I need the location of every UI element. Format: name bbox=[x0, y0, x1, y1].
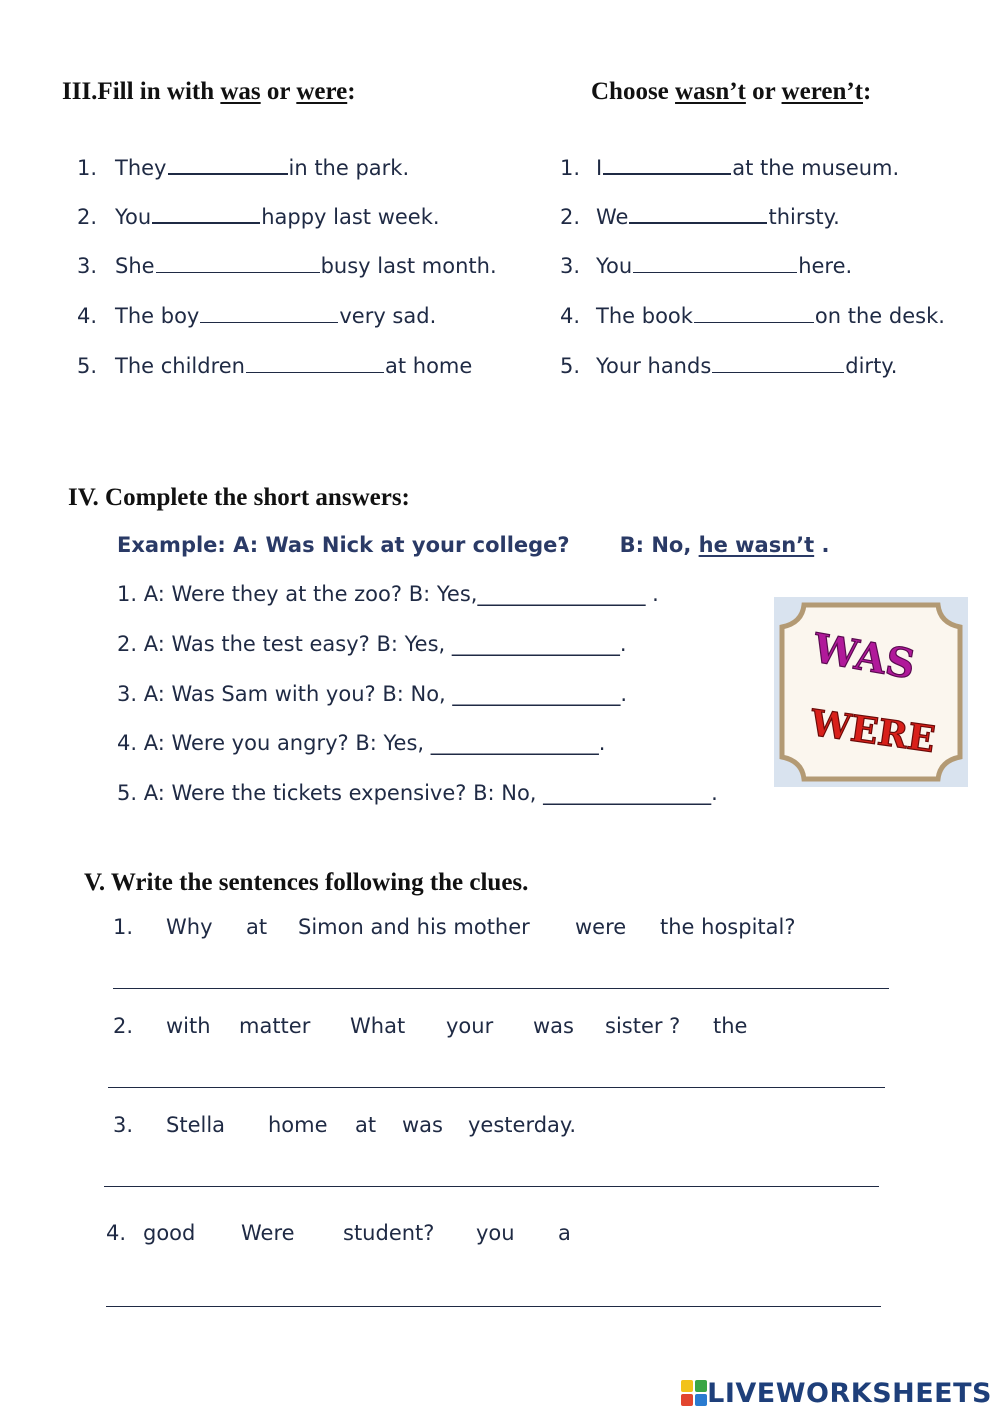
clue-word: sister ? bbox=[605, 1014, 681, 1038]
clue-word: the bbox=[713, 1014, 748, 1038]
item-text-before: The book bbox=[596, 304, 693, 328]
item-number: 1. bbox=[560, 156, 581, 180]
title-word-werent: weren’t bbox=[781, 78, 863, 105]
picture-frame-graphic bbox=[774, 597, 968, 787]
title-word-wasnt: wasn’t bbox=[675, 78, 746, 105]
logo-icon bbox=[681, 1380, 707, 1406]
item-text-after: here. bbox=[798, 254, 853, 278]
clue-word: What bbox=[350, 1014, 406, 1038]
answer-blank[interactable] bbox=[156, 272, 320, 273]
clue-word: with bbox=[166, 1014, 211, 1038]
example-answer-prefix: B: No, bbox=[619, 533, 699, 557]
answer-blank[interactable] bbox=[152, 222, 260, 224]
choose-item bbox=[560, 205, 840, 229]
short-answer-item bbox=[117, 781, 718, 805]
answer-blank[interactable]: ________________ bbox=[477, 582, 646, 606]
clue-word: was bbox=[533, 1014, 574, 1038]
question-text: 4. A: Were you angry? B: Yes, bbox=[117, 731, 431, 755]
clue-word: Why bbox=[166, 915, 213, 939]
picture-word-was: WAS bbox=[809, 624, 919, 689]
fill-item bbox=[77, 205, 440, 229]
answer-blank[interactable]: ________________ bbox=[430, 731, 599, 755]
clue-number: 2. bbox=[113, 1014, 134, 1038]
was-were-picture bbox=[774, 597, 968, 787]
item-text-before: The boy bbox=[115, 304, 200, 328]
item-number: 4. bbox=[77, 304, 98, 328]
clue-word: a bbox=[558, 1221, 571, 1245]
item-number: 3. bbox=[560, 254, 581, 278]
answer-blank[interactable] bbox=[246, 372, 384, 373]
answer-blank[interactable] bbox=[633, 272, 797, 273]
answer-blank[interactable] bbox=[629, 222, 767, 224]
clue-number: 4. bbox=[106, 1221, 127, 1245]
item-text-after: very sad. bbox=[339, 304, 437, 328]
title-word-were: were bbox=[296, 78, 348, 105]
item-text-after: at home bbox=[385, 354, 473, 378]
section5-title: V. Write the sentences following the clues. bbox=[84, 869, 529, 896]
item-number: 2. bbox=[77, 205, 98, 229]
item-end: . bbox=[711, 781, 718, 805]
short-answer-item bbox=[117, 682, 627, 706]
section3-right-title bbox=[591, 78, 871, 106]
item-text-before: They bbox=[115, 156, 167, 180]
item-number: 5. bbox=[77, 354, 98, 378]
liveworksheets-logo[interactable] bbox=[681, 1376, 992, 1410]
clue-word: matter bbox=[239, 1014, 311, 1038]
item-text-before: You bbox=[115, 205, 152, 229]
answer-blank[interactable]: ________________ bbox=[451, 632, 620, 656]
clue-word: Stella bbox=[166, 1113, 226, 1137]
item-end: . bbox=[645, 582, 659, 606]
example-answer-suffix: . bbox=[814, 533, 830, 557]
title-text: or bbox=[260, 78, 297, 105]
answer-blank[interactable] bbox=[200, 322, 338, 323]
frame-border bbox=[782, 605, 960, 779]
clue-word: the hospital? bbox=[660, 915, 796, 939]
item-end: . bbox=[619, 632, 627, 656]
item-number: 3. bbox=[77, 254, 98, 278]
fill-item bbox=[77, 254, 497, 278]
clue-word: good bbox=[143, 1221, 196, 1245]
answer-line[interactable] bbox=[108, 1087, 885, 1088]
answer-blank[interactable] bbox=[694, 322, 814, 323]
item-text-before: She bbox=[115, 254, 155, 278]
item-text-before: I bbox=[596, 156, 603, 180]
title-text: III.Fill in with bbox=[62, 78, 221, 105]
item-number: 1. bbox=[77, 156, 98, 180]
item-text-after: thirsty. bbox=[768, 205, 840, 229]
item-text-after: dirty. bbox=[845, 354, 898, 378]
item-text-after: on the desk. bbox=[814, 304, 945, 328]
answer-line[interactable] bbox=[106, 1306, 881, 1307]
answer-blank[interactable]: ________________ bbox=[452, 682, 621, 706]
picture-word-were: WERE bbox=[807, 702, 938, 762]
choose-item bbox=[560, 354, 897, 378]
answer-line[interactable] bbox=[113, 988, 889, 989]
question-text: 3. A: Was Sam with you? B: No, bbox=[117, 682, 453, 706]
clue-word: at bbox=[246, 915, 268, 939]
item-text-before: We bbox=[596, 205, 629, 229]
answer-blank[interactable]: ________________ bbox=[543, 781, 712, 805]
question-text: 5. A: Were the tickets expensive? B: No, bbox=[117, 781, 544, 805]
clue-word: yesterday. bbox=[468, 1113, 577, 1137]
title-text: Choose bbox=[591, 78, 676, 105]
item-text-after: at the museum. bbox=[732, 156, 900, 180]
short-answer-item bbox=[117, 582, 659, 606]
section3-left-title bbox=[62, 78, 356, 106]
short-answer-item bbox=[117, 731, 605, 755]
section4-title: IV. Complete the short answers: bbox=[68, 484, 410, 511]
clue-word: home bbox=[268, 1113, 328, 1137]
title-word-was: was bbox=[220, 78, 261, 105]
example-line bbox=[117, 533, 829, 557]
item-number: 2. bbox=[560, 205, 581, 229]
clue-word: Were bbox=[241, 1221, 295, 1245]
answer-blank[interactable] bbox=[603, 173, 731, 175]
title-text: : bbox=[347, 78, 356, 105]
item-number: 4. bbox=[560, 304, 581, 328]
item-text-before: Your hands bbox=[596, 354, 712, 378]
choose-item bbox=[560, 304, 945, 328]
answer-line[interactable] bbox=[104, 1186, 879, 1187]
short-answer-item bbox=[117, 632, 627, 656]
clue-word: you bbox=[476, 1221, 515, 1245]
clue-word: Simon and his mother bbox=[298, 915, 530, 939]
fill-item bbox=[77, 156, 409, 180]
item-text-after: happy last week. bbox=[261, 205, 440, 229]
item-text-after: in the park. bbox=[288, 156, 410, 180]
item-end: . bbox=[598, 731, 606, 755]
clue-number: 3. bbox=[113, 1113, 134, 1137]
example-question: Example: A: Was Nick at your college? bbox=[117, 533, 570, 557]
clue-word: your bbox=[446, 1014, 494, 1038]
item-end: . bbox=[620, 682, 628, 706]
item-text-before: You bbox=[596, 254, 633, 278]
answer-blank[interactable] bbox=[168, 173, 288, 175]
clue-word: at bbox=[355, 1113, 377, 1137]
fill-item bbox=[77, 304, 436, 328]
logo-text: LIVEWORKSHEETS bbox=[707, 1377, 992, 1409]
example-answer: he wasn’t bbox=[698, 533, 815, 557]
question-text: 2. A: Was the test easy? B: Yes, bbox=[117, 632, 452, 656]
clue-word: was bbox=[402, 1113, 443, 1137]
choose-item bbox=[560, 254, 852, 278]
answer-blank[interactable] bbox=[712, 372, 844, 373]
clue-word: were bbox=[575, 915, 627, 939]
title-text: or bbox=[745, 78, 782, 105]
question-text: 1. A: Were they at the zoo? B: Yes, bbox=[117, 582, 478, 606]
fill-item bbox=[77, 354, 472, 378]
clue-word: student? bbox=[343, 1221, 435, 1245]
item-text-after: busy last month. bbox=[320, 254, 497, 278]
choose-item bbox=[560, 156, 899, 180]
clue-number: 1. bbox=[113, 915, 134, 939]
title-text: : bbox=[863, 78, 872, 105]
item-text-before: The children bbox=[115, 354, 245, 378]
item-number: 5. bbox=[560, 354, 581, 378]
